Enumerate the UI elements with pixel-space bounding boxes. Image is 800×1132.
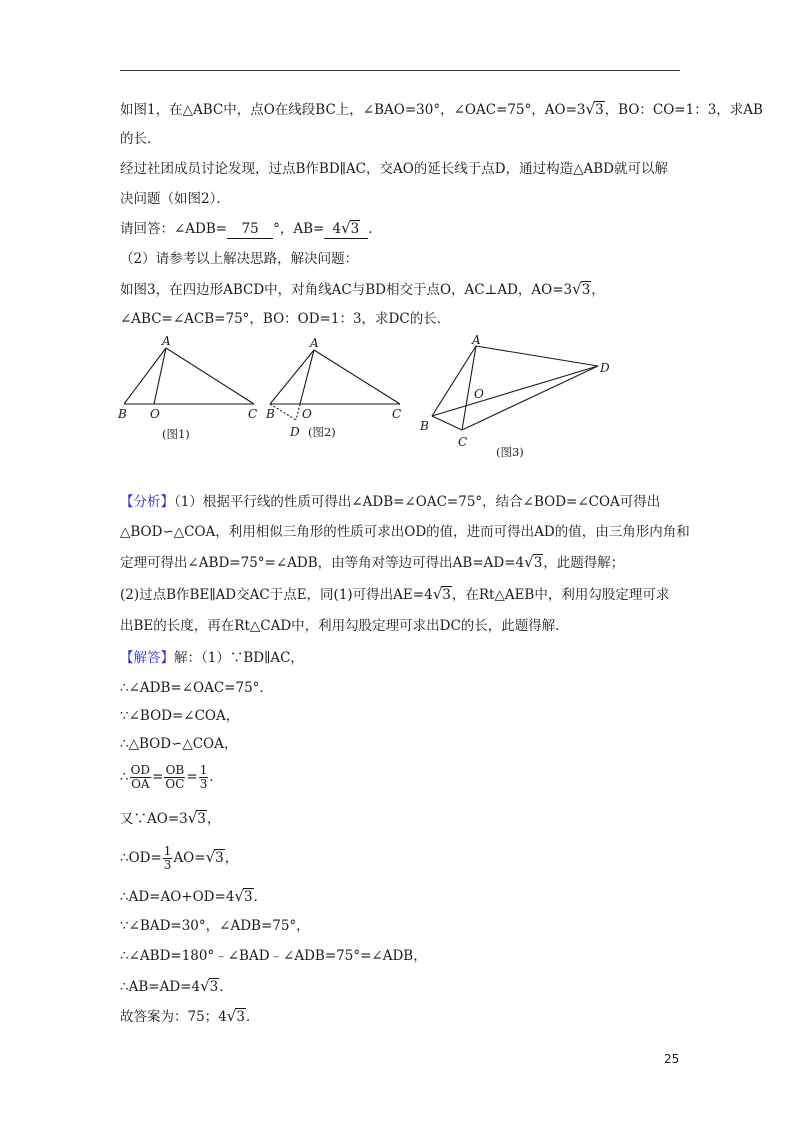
fig2-label-B: B <box>266 407 275 421</box>
solution-line-2: ∴∠ADB=∠OAC=75°． <box>120 680 273 696</box>
solution-line-9: ∵∠BAD=30°，∠ADB=75°， <box>120 918 310 934</box>
problem-line-2: 的长． <box>120 131 161 147</box>
problem-line-4: 决问题（如图2）． <box>120 191 230 207</box>
fraction-one-third-2: $\frac{1}{3}$ <box>163 844 172 872</box>
solution-line-4: ∴△BOD∽△COA， <box>120 736 238 752</box>
solution-line-5: ∴ $\frac{OD}{OA}$ = $\frac{OB}{OC}$ = $\frac{1}{3}$ ． <box>120 763 223 791</box>
analysis-line-3: 定理可得出∠ABD=75°=∠ADB，由等角对等边可得出AB=AD=4√3，此题得解； <box>120 553 625 571</box>
figure-2 <box>270 350 400 420</box>
analysis-line-4: (2)过点B作BE∥AD交AC于点E，同(1)可得出AE=4√3，在Rt△AEB中，利用勾股定理可求 <box>120 585 670 603</box>
solution-line-12: 故答案为：75；4√3． <box>120 1007 260 1025</box>
answer-blank-2: 4√3 <box>324 219 368 239</box>
solution-line-10: ∴∠ABD=180°﹣∠BAD﹣∠ADB=75°=∠ADB， <box>120 948 427 964</box>
fraction-od-oa: $\frac{OD}{OA}$ <box>130 763 151 791</box>
fig3-label-D: D <box>600 361 610 375</box>
fig1-label-O: O <box>150 407 160 421</box>
question-2-title: （2）请参考以上解决思路，解决问题： <box>120 251 359 267</box>
fig2-label-A: A <box>310 336 319 350</box>
answer-blank-1: 75 <box>227 220 273 239</box>
solution-line-6: 又∵AO=3√3， <box>120 809 221 827</box>
geometry-figures <box>112 330 652 465</box>
analysis-line-1: 【分析】（1）根据平行线的性质可得出∠ADB=∠OAC=75°，结合∠BOD=∠COA可得出 <box>120 494 661 510</box>
fig3-label-A: A <box>472 333 481 347</box>
fig1-label-B: B <box>118 407 127 421</box>
fig3-label-O: O <box>474 387 484 401</box>
fraction-one-third: $\frac{1}{3}$ <box>199 763 208 791</box>
figure-3 <box>432 346 598 430</box>
fig1-label-C: C <box>248 407 258 421</box>
fig2-label-C: C <box>392 407 402 421</box>
fig1-label-A: A <box>162 334 171 348</box>
fig2-caption: (图2) <box>308 425 336 439</box>
fig3-label-B: B <box>420 419 429 433</box>
header-rule <box>120 70 680 71</box>
analysis-tag: 【分析】 <box>120 494 174 510</box>
answer-line: 请回答：∠ADB= 75 °，AB= 4√3 ． <box>120 219 382 237</box>
solution-line-3: ∵∠BOD=∠COA， <box>120 708 240 724</box>
solution-line-8: ∴AD=AO+OD=4√3． <box>120 887 268 905</box>
solution-line-7: ∴OD= $\frac{1}{3}$ AO=√3， <box>120 844 239 872</box>
page-number: 25 <box>664 1052 680 1066</box>
fig2-label-D: D <box>290 425 300 439</box>
problem-line-3: 经过社团成员讨论发现，过点B作BD∥AC，交AO的延长线于点D，通过构造△ABD就可以解 <box>120 161 668 177</box>
fig1-caption: (图1) <box>162 427 190 441</box>
analysis-line-2: △BOD∽△COA，利用相似三角形的性质可求出OD的值，进而可得出AD的值，由三角形内角和 <box>120 524 690 540</box>
fig3-caption: (图3) <box>496 445 524 459</box>
figure-1 <box>124 348 254 404</box>
analysis-line-5: 出BE的长度，再在Rt△CAD中，利用勾股定理可求出DC的长，此题得解． <box>120 618 569 634</box>
fraction-ob-oc: $\frac{OB}{OC}$ <box>165 763 185 791</box>
solution-line-11: ∴AB=AD=4√3． <box>120 977 233 995</box>
problem-line-1: 如图1，在△ABC中，点O在线段BC上，∠BAO=30°，∠OAC=75°，AO=3√3，BO：CO=1：3，求AB <box>120 100 763 118</box>
fig3-label-C: C <box>458 435 468 449</box>
fig2-label-O: O <box>302 407 312 421</box>
question-2-line-2: ∠ABC=∠ACB=75°，BO：OD=1：3，求DC的长． <box>120 311 451 327</box>
solution-line-1: 【解答】解：（1）∵BD∥AC， <box>120 650 304 666</box>
solution-tag: 【解答】 <box>120 650 174 666</box>
question-2-line-1: 如图3，在四边形ABCD中，对角线AC与BD相交于点O，AC⊥AD，AO=3√3， <box>120 280 605 298</box>
